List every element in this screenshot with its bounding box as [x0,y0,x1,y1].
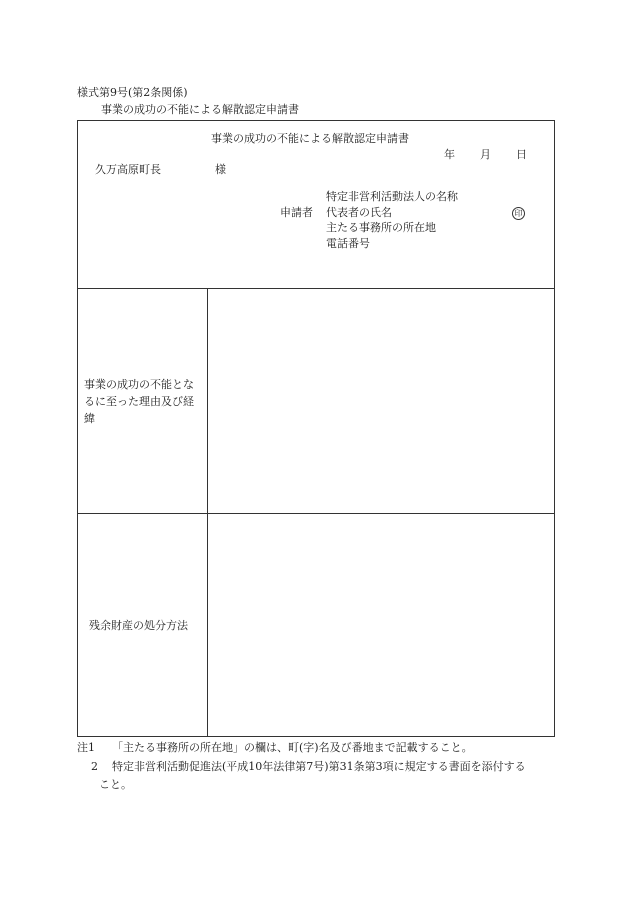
date-year: 年 [444,148,455,161]
applicant-label: 申請者 [280,206,313,219]
applicant-field-address: 主たる事務所の所在地 [326,221,436,234]
honorific: 様 [215,163,226,176]
reason-label: 事業の成功の不能となるに至った理由及び経緯 [84,378,194,425]
note-2-marker: 2 [91,760,98,773]
date-day: 日 [516,148,527,161]
date-month: 月 [480,148,491,161]
addressee: 久万高原町長 [95,163,161,176]
applicant-field-representative: 代表者の氏名 [326,206,392,219]
note-1-marker: 注1 [77,741,95,754]
document-title: 事業の成功の不能による解散認定申請書 [101,103,299,116]
row-divider [78,513,554,514]
form-number: 様式第9号(第2条関係) [77,86,188,99]
applicant-field-corp-name: 特定非営利活動法人の名称 [326,190,458,203]
note-2-text: 特定非営利活動促進法(平成10年法律第7号)第31条第3項に規定する書面を添付する [112,760,526,773]
disposal-label: 残余財産の処分方法 [89,619,188,632]
form-inner-title: 事業の成功の不能による解散認定申請書 [211,132,409,145]
note-1-text: 「主たる事務所の所在地」の欄は、町(字)名及び番地まで記載すること。 [112,741,473,754]
column-divider [207,288,208,736]
applicant-field-phone: 電話番号 [326,237,370,250]
seal-icon: 印 [512,206,525,220]
note-2-text-continued: こと。 [99,778,132,791]
application-form-table [77,120,555,737]
row-divider [78,288,554,289]
